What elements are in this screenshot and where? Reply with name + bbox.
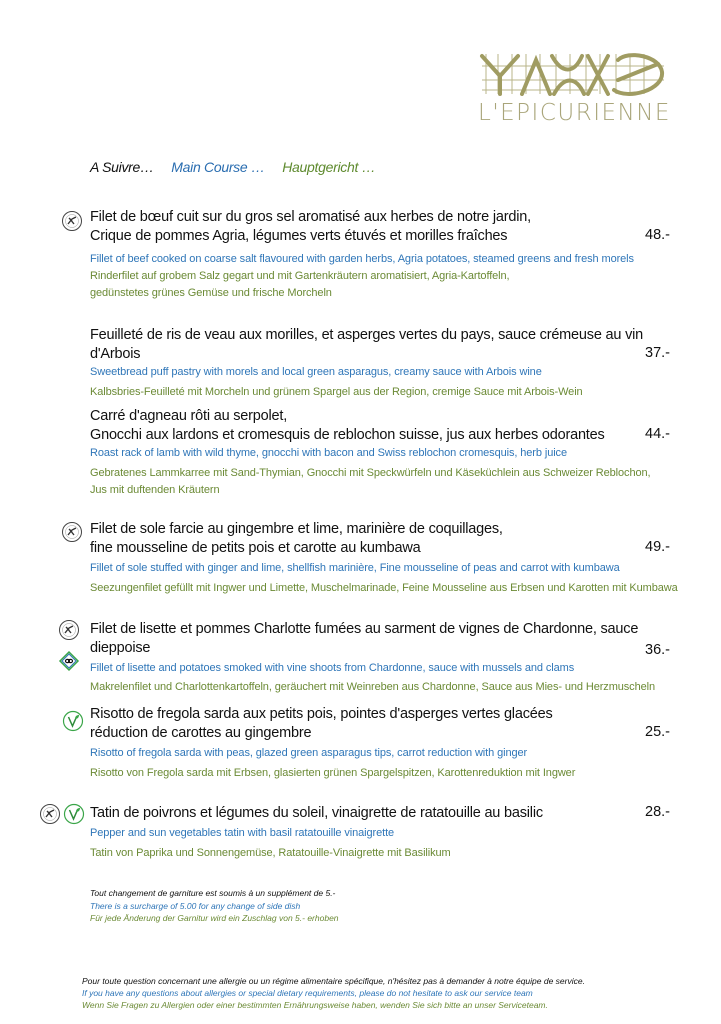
dish-price: 37.-	[645, 345, 670, 361]
dish-name-english: Fillet of sole stuffed with ginger and lime, shellfish marinière, Fine mousseline of peas and carrot with kumbawa	[90, 562, 620, 574]
dish-name-english: Pepper and sun vegetables tatin with basil ratatouille vinaigrette	[90, 827, 395, 839]
heading-german: Hauptgericht …	[282, 159, 376, 175]
allergy-french: Pour toute question concernant une allergie ou un régime alimentaire spécifique, n'hésitez pas à demander à notre équipe de service.	[82, 976, 585, 986]
menu-item	[90, 705, 690, 782]
dish-name-german: Seezungenfilet gefüllt mit Ingwer und Limette, Muschelmarinade, Feine Mousseline aus Erbsen und Karotten mit Kumbawa	[90, 582, 678, 594]
dish-name-french: Filet de lisette et pommes Charlotte fumées au sarment de vignes de Chardonne, sauce dieppoise	[90, 621, 639, 656]
allergy-english: If you have any questions about allergies or special dietary requirements, please do not hesitate to ask our service team	[82, 988, 533, 998]
dish-name-french: Filet de bœuf cuit sur du gros sel aromatisé aux herbes de notre jardin, Crique de pommes Agria, légumes verts étuvés et morilles fraîches	[90, 209, 531, 244]
local-label-stamp-icon	[61, 210, 83, 232]
dish-price: 36.-	[645, 642, 670, 658]
menu-item	[90, 208, 690, 302]
surcharge-note	[90, 887, 339, 925]
menu-item	[90, 326, 690, 401]
sustainable-fish-diamond-icon	[58, 650, 80, 672]
surcharge-english: There is a surcharge of 5.00 for any change of side dish	[90, 900, 301, 911]
dish-name-german: Tatin von Paprika und Sonnengemüse, Ratatouille-Vinaigrette mit Basilikum	[90, 847, 451, 859]
dish-name-german: Risotto von Fregola sarda mit Erbsen, glasierten grünen Spargelspitzen, Karottenreduktion mit Ingwer	[90, 767, 576, 779]
dish-name-english: Roast rack of lamb with wild thyme, gnocchi with bacon and Swiss reblochon cromesquis, herb juice	[90, 447, 567, 459]
local-label-stamp-icon	[61, 521, 83, 543]
section-heading	[90, 159, 389, 175]
heading-english: Main Course …	[171, 159, 265, 175]
surcharge-french: Tout changement de garniture est soumis à un supplément de 5.-	[90, 888, 336, 898]
dish-price: 44.-	[645, 426, 670, 442]
menu-item	[90, 804, 690, 862]
menu-item	[90, 620, 690, 696]
logo-wordmark: L'EPICURIENNE	[478, 100, 671, 126]
dish-name-english: Fillet of lisette and potatoes smoked with vine shoots from Chardonne, sauce with mussels and clams	[90, 662, 575, 674]
lepicurienne-geometric-logo-icon	[478, 50, 668, 96]
dish-price: 28.-	[645, 804, 670, 820]
menu-item	[90, 407, 690, 499]
dish-name-german: Gebratenes Lammkarree mit Sand-Thymian, Gnocchi mit Speckwürfeln und Käseküchlein aus Schweizer Reblochon, Jus mit duftenden Kräutern	[90, 467, 651, 496]
dish-name-french: Tatin de poivrons et légumes du soleil, vinaigrette de ratatouille au basilic	[90, 805, 543, 821]
dish-name-german: Makrelenfilet und Charlottenkartoffeln, geräuchert mit Weinreben aus Chardonne, Sauce aus Mies- und Herzmuscheln	[90, 681, 655, 693]
dish-name-english: Sweetbread puff pastry with morels and local green asparagus, creamy sauce with Arbois wine	[90, 366, 542, 378]
vegetarian-v-icon	[63, 803, 85, 825]
dish-name-german: Kalbsbries-Feuilleté mit Morcheln und grünem Spargel aus der Region, cremige Sauce mit Arbois-Wein	[90, 386, 583, 398]
local-label-stamp-icon	[39, 803, 61, 825]
allergy-footer	[82, 975, 585, 1011]
dish-name-french: Carré d'agneau rôti au serpolet, Gnocchi aux lardons et cromesquis de reblochon suisse, jus aux herbes odorantes	[90, 408, 605, 443]
dish-price: 25.-	[645, 724, 670, 740]
surcharge-german: Für jede Änderung der Garnitur wird ein Zuschlag von 5.- erhoben	[90, 913, 339, 923]
dish-name-french: Feuilleté de ris de veau aux morilles, et asperges vertes du pays, sauce crémeuse au vin d'Arbois	[90, 327, 644, 362]
dish-price: 49.-	[645, 539, 670, 555]
dish-price: 48.-	[645, 227, 670, 243]
dish-name-french: Risotto de fregola sarda aux petits pois, pointes d'asperges vertes glacées réduction de carottes au gingembre	[90, 706, 553, 741]
restaurant-logo	[478, 50, 671, 130]
heading-french: A Suivre…	[90, 159, 154, 175]
dish-name-french: Filet de sole farcie au gingembre et lime, marinière de coquillages, fine mousseline de petits pois et carotte au kumbawa	[90, 521, 503, 556]
dish-name-english: Risotto of fregola sarda with peas, glazed green asparagus tips, carrot reduction with ginger	[90, 747, 528, 759]
vegetarian-v-icon	[62, 710, 84, 732]
local-label-stamp-icon	[58, 619, 80, 641]
menu-item	[90, 520, 690, 597]
allergy-german: Wenn Sie Fragen zu Allergien oder einer bestimmten Ernährungsweise haben, wenden Sie sich bitte an unser Serviceteam.	[82, 1000, 548, 1010]
dish-name-german: Rinderfilet auf grobem Salz gegart und mit Gartenkräutern aromatisiert, Agria-Kartoffeln, gedünstetes grünes Gemüse und frische Morcheln	[90, 270, 510, 299]
dish-name-english: Fillet of beef cooked on coarse salt flavoured with garden herbs, Agria potatoes, steamed greens and fresh morels	[90, 253, 634, 265]
